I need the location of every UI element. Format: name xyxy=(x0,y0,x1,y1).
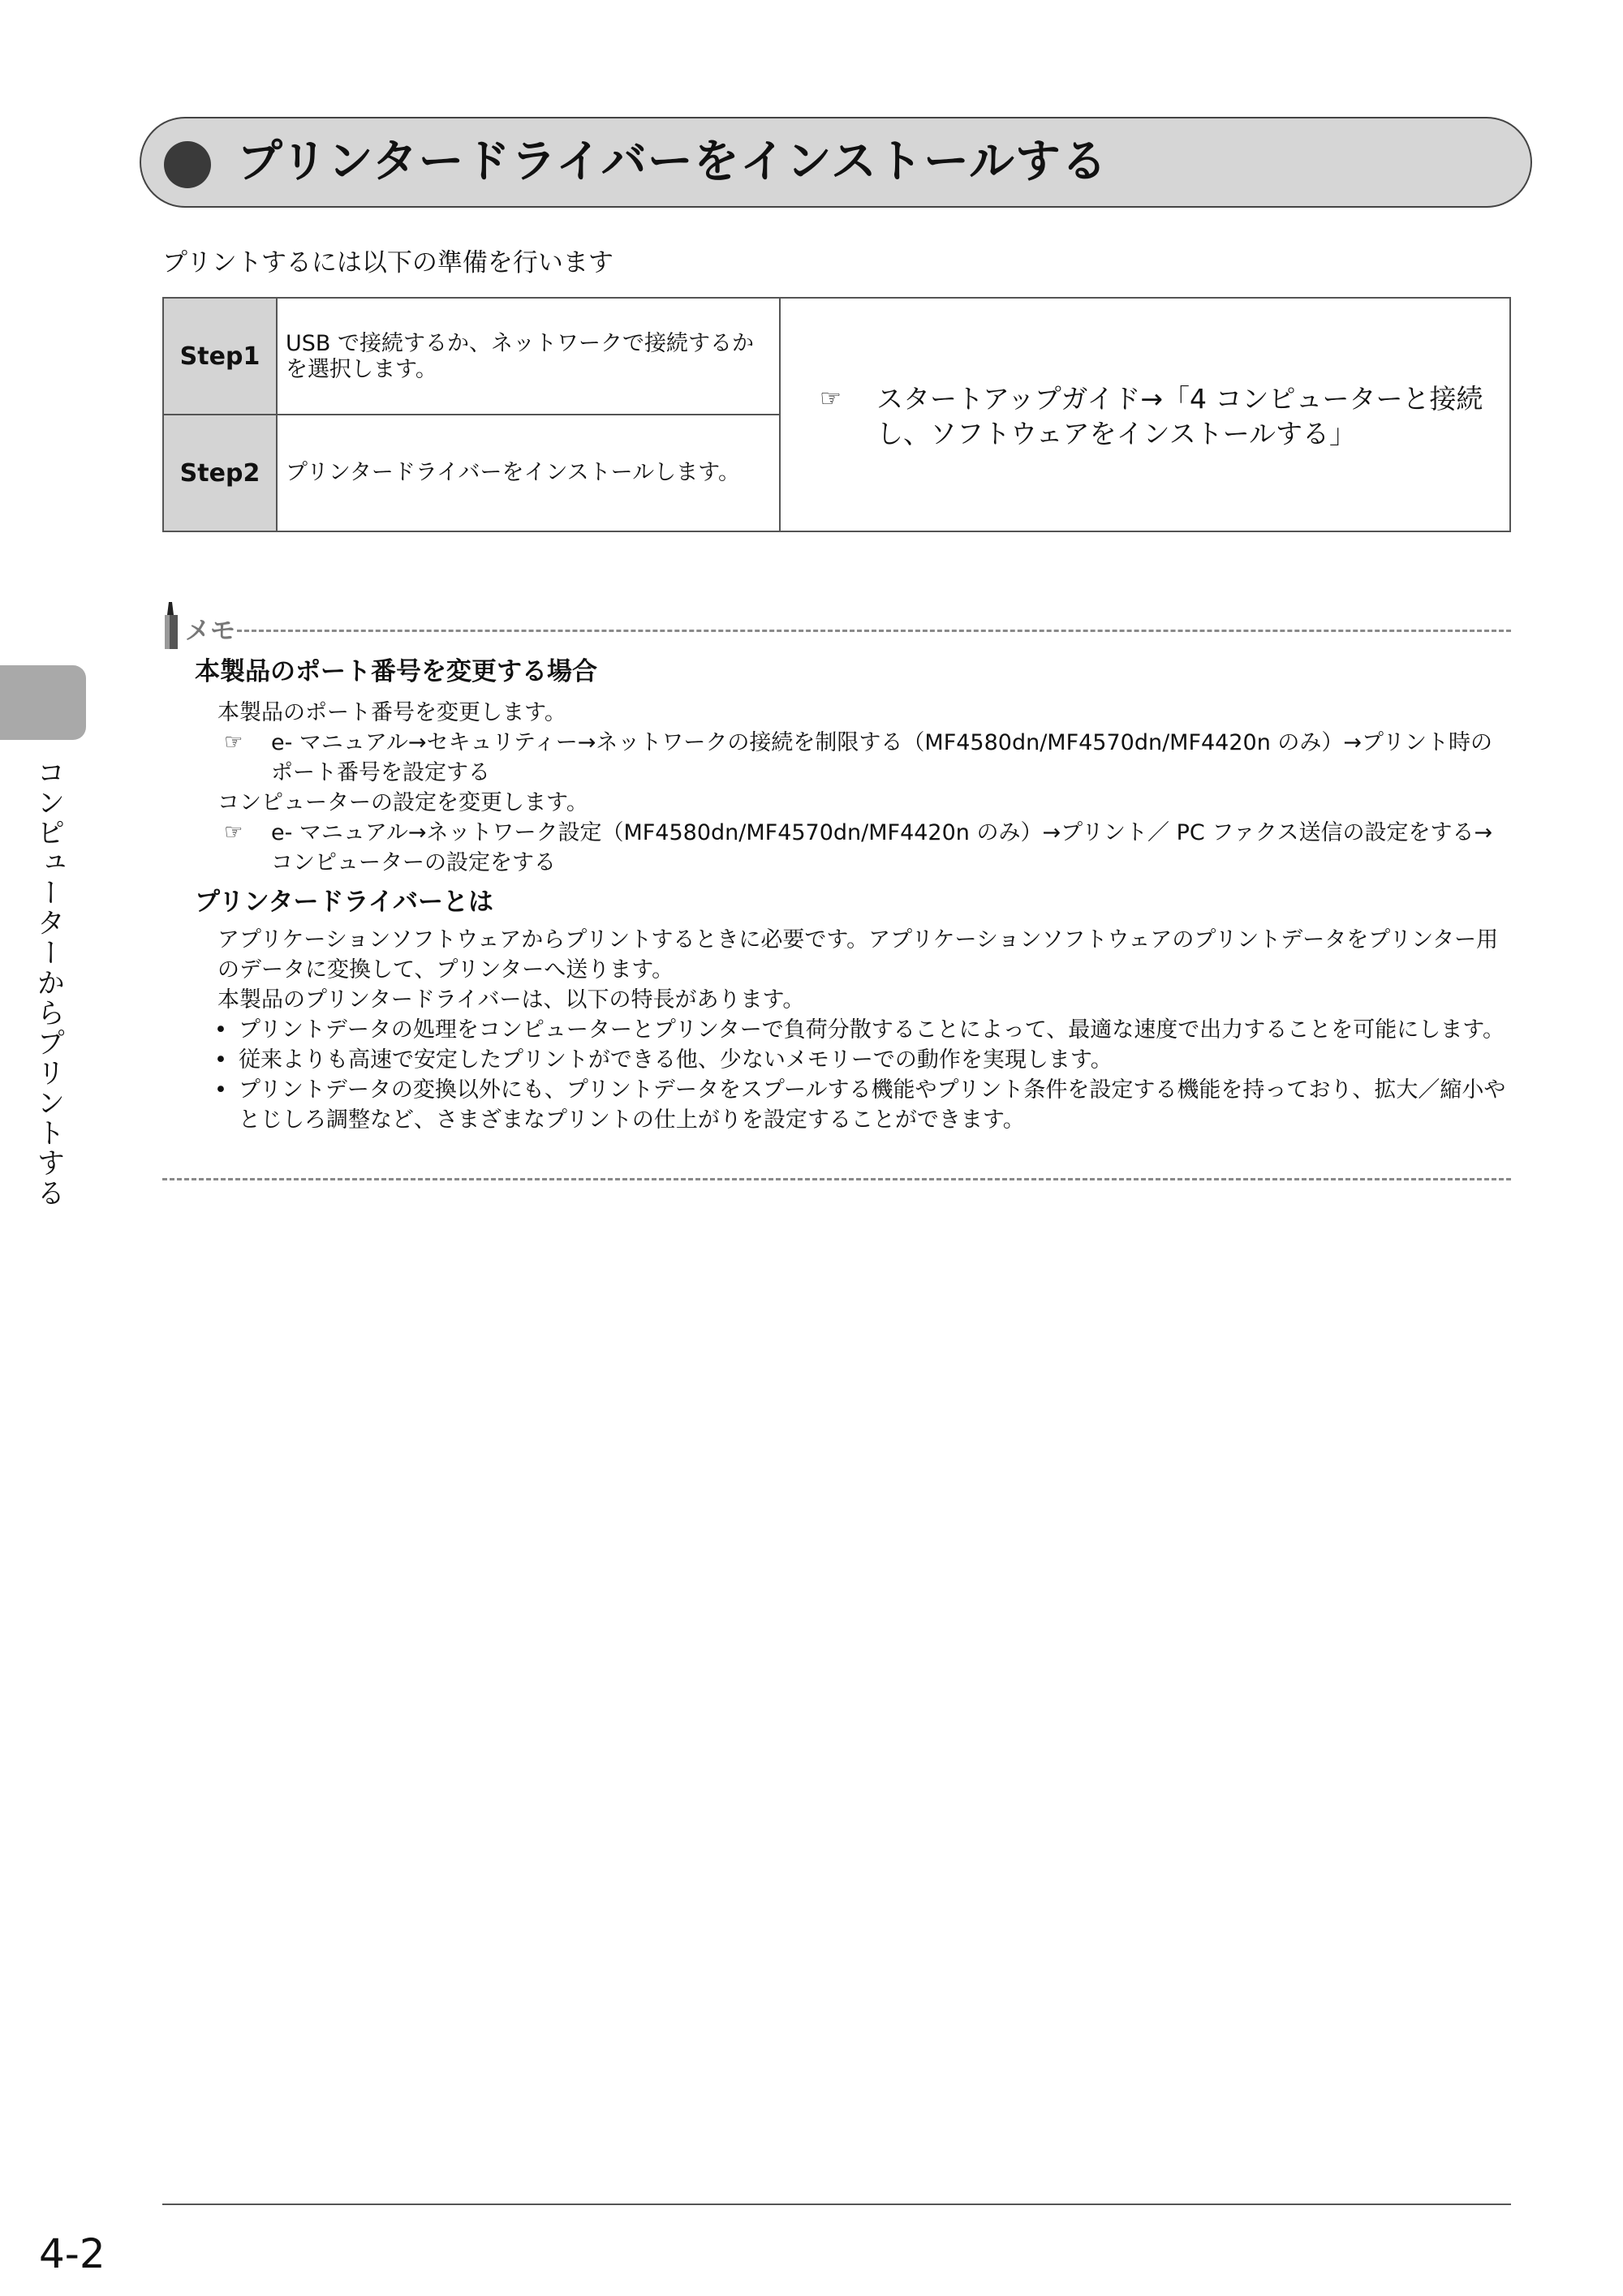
bullet-dot-icon: • xyxy=(214,1017,227,1043)
chapter-tab xyxy=(0,665,86,740)
list-item-text: プリントデータの変換以外にも、プリントデータをスプールする機能やプリント条件を設定する機能を持っており、拡大／縮小やとじしろ調整など、さまざまなプリントの仕上がりを設定することができます。 xyxy=(239,1077,1506,1133)
bullet-dot-icon: • xyxy=(214,1077,227,1103)
list-item xyxy=(214,1015,1511,1045)
step1-description: USB で接続するか、ネットワークで接続するかを選択します。 xyxy=(278,299,781,415)
memo-port-line1: 本製品のポート番号を変更します。 xyxy=(217,700,566,725)
memo-port-reference1 xyxy=(224,728,1511,788)
footer-rule xyxy=(162,2204,1511,2205)
pointing-hand-icon: ☞ xyxy=(224,820,243,845)
pencil-memo-icon xyxy=(162,600,183,652)
memo-port-line2: コンピューターの設定を変更します。 xyxy=(217,790,588,815)
memo-port-reference2-text: e- マニュアル→ネットワーク設定（MF4580dn/MF4570dn/MF4420n のみ）→プリント／ PC ファクス送信の設定をする→コンピューターの設定をする xyxy=(271,820,1493,875)
memo-body-driver xyxy=(214,925,1511,1135)
page-number: 4-2 xyxy=(39,2230,105,2277)
steps-table xyxy=(162,297,1511,532)
memo-heading-driver: プリンタードライバーとは xyxy=(195,888,493,917)
pointing-hand-icon: ☞ xyxy=(224,730,243,755)
bullet-dot-icon: • xyxy=(214,1047,227,1073)
memo-port-reference1-text: e- マニュアル→セキュリティー→ネットワークの接続を制限する（MF4580dn/MF4570dn/MF4420n のみ）→プリント時のポート番号を設定する xyxy=(271,730,1492,785)
list-item-text: 従来よりも高速で安定したプリントができる他、少ないメモリーでの動作を実現します。 xyxy=(239,1047,1113,1073)
pointing-hand-icon: ☞ xyxy=(820,385,842,413)
step2-label: Step2 xyxy=(164,415,278,531)
memo-body-port xyxy=(217,698,1511,878)
steps-reference xyxy=(781,299,1509,531)
memo-port-reference2 xyxy=(224,818,1511,878)
memo-divider-top xyxy=(237,630,1511,632)
memo-heading-port: 本製品のポート番号を変更する場合 xyxy=(195,657,597,686)
memo-driver-para1: アプリケーションソフトウェアからプリントするときに必要です。アプリケーションソフトウェアのプリントデータをプリンター用のデータに変換して、プリンターへ送ります。 xyxy=(217,927,1499,982)
page-title: プリンタードライバーをインストールする xyxy=(237,135,1108,188)
step2-text: プリンタードライバーをインストールします。 xyxy=(286,460,740,485)
step2-description xyxy=(278,415,781,531)
memo-driver-para2: 本製品のプリンタードライバーは、以下の特長があります。 xyxy=(217,987,805,1013)
list-item-text: プリントデータの処理をコンピューターとプリンターで負荷分散することによって、最適な速度で出力することを可能にします。 xyxy=(239,1017,1505,1043)
section-title-bar xyxy=(140,117,1532,208)
list-item xyxy=(214,1075,1511,1135)
memo-divider-bottom xyxy=(162,1178,1511,1180)
bullet-circle-icon xyxy=(164,141,211,188)
step1-label: Step1 xyxy=(164,299,278,415)
list-item xyxy=(214,1045,1511,1075)
steps-reference-text: スタートアップガイド→「4 コンピューターと接続し、ソフトウェアをインストールする」 xyxy=(876,383,1483,449)
chapter-label: コンピューターからプリントする xyxy=(32,758,65,1208)
intro-text: プリントするには以下の準備を行います xyxy=(162,248,613,277)
memo-label: メモ xyxy=(185,617,235,646)
